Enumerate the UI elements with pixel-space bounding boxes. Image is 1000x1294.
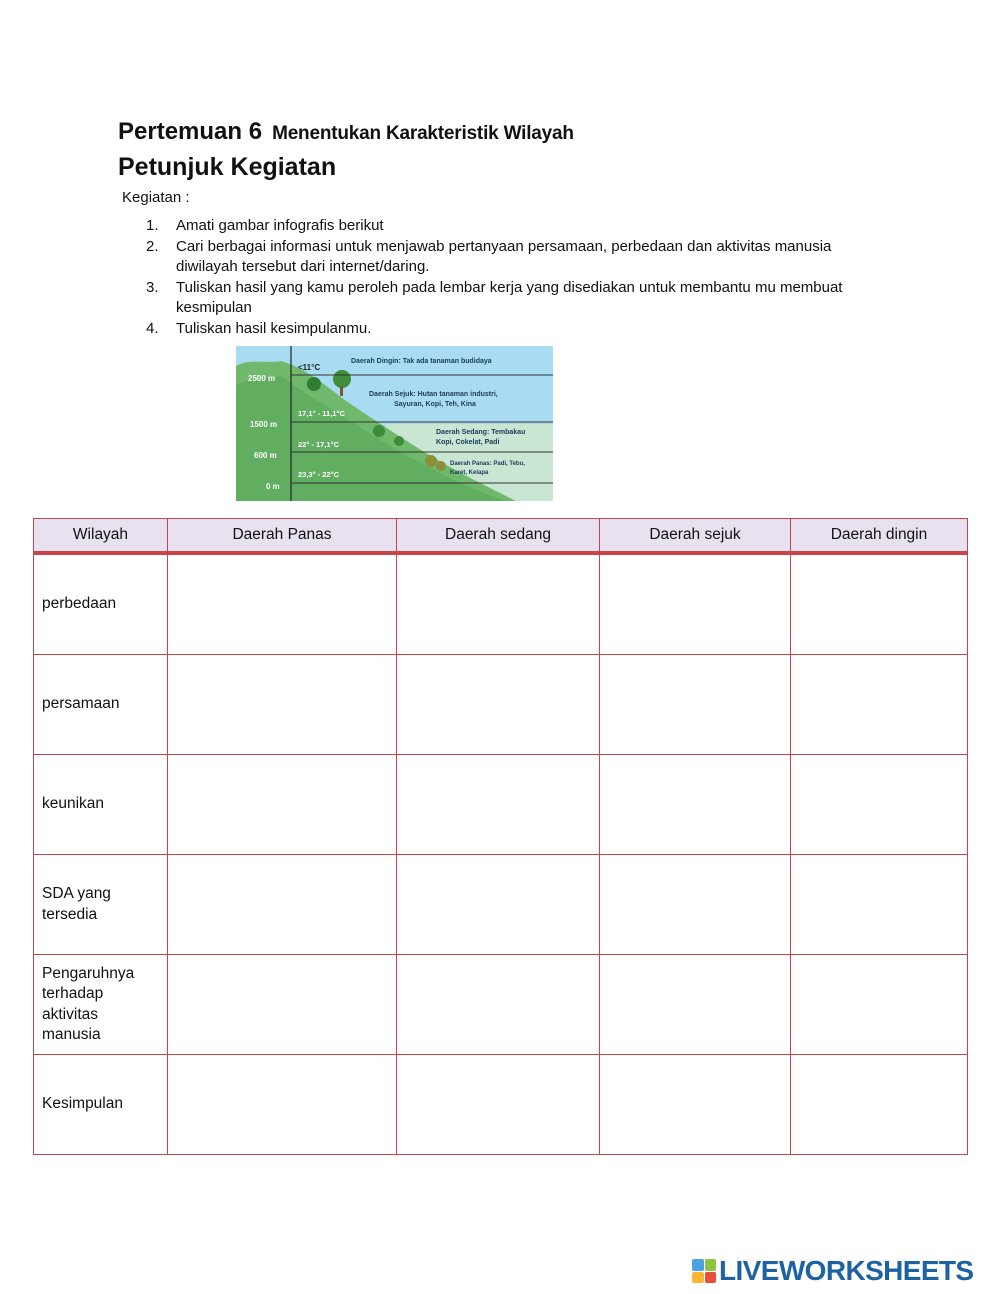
row-label: Kesimpulan [34,1055,168,1155]
step-number: 1. [146,217,159,234]
zone-label-cool: Daerah Sejuk: Hutan tanaman industri, [369,391,498,398]
answer-cell[interactable] [600,855,791,955]
answer-cell[interactable] [168,655,397,755]
step-text: Amati gambar infografis berikut [176,217,384,234]
row-label: perbedaan [34,553,168,655]
zone-label-medium: Daerah Sedang: Tembakau [436,429,526,436]
tree-icon [394,436,404,446]
title-line [118,118,574,146]
tree-icon [333,370,351,388]
step-text: Tuliskan hasil kesimpulanmu. [176,319,372,337]
answer-cell[interactable] [397,955,600,1055]
table-row [34,553,968,655]
step-number: 2. [146,237,159,255]
table-row [34,655,968,755]
answer-cell[interactable] [600,1055,791,1155]
answer-cell[interactable] [791,1055,968,1155]
row-label: persamaan [34,655,168,755]
crop-icon [425,455,437,467]
table-header-row [34,519,968,554]
crop-icon [436,461,446,471]
liveworksheets-logo [692,1255,974,1287]
step-number: 4. [146,319,159,337]
tree-icon [373,425,385,437]
step-number: 3. [146,278,159,296]
instruction-list [146,216,846,339]
instruction-item [146,237,846,278]
answer-cell[interactable] [168,955,397,1055]
temperature-label: 17,1° - 11,1°C [298,409,345,418]
answer-cell[interactable] [168,1055,397,1155]
column-header: Daerah dingin [791,519,968,554]
answer-cell[interactable] [791,855,968,955]
meeting-title: Pertemuan 6 [118,118,263,145]
tree-trunk [340,386,343,396]
activity-label: Kegiatan : [122,189,190,206]
column-header: Daerah sedang [397,519,600,554]
step-text: Tuliskan hasil yang kamu peroleh pada lembar kerja yang disediakan untuk membantu mu membuat kesmipulan [176,278,843,316]
tree-icon [307,377,321,391]
column-header: Wilayah [34,519,168,554]
topic-title: Menentukan Karakteristik Wilayah [272,123,574,144]
zone-label-medium: Kopi, Cokelat, Padi [436,439,500,446]
zone-label-cold: Daerah Dingin: Tak ada tanaman budidaya [351,358,492,365]
logo-text: LIVEWORKSHEETS [719,1255,974,1286]
instruction-item [146,278,846,319]
row-label: SDA yang tersedia [34,855,168,955]
answer-cell[interactable] [600,955,791,1055]
logo-blocks-icon [692,1259,716,1283]
answer-cell[interactable] [397,755,600,855]
table-row [34,755,968,855]
zone-label-hot: Daerah Panas: Padi, Tebu, [450,461,525,467]
altitude-label: 0 m [266,482,280,491]
row-label: Pengaruhnya terhadap aktivitas manusia [34,955,168,1055]
answer-cell[interactable] [791,955,968,1055]
altitude-label: 2500 m [248,374,276,383]
answer-cell[interactable] [397,553,600,655]
column-header: Daerah sejuk [600,519,791,554]
page-heading: Petunjuk Kegiatan [118,153,337,181]
answer-cell[interactable] [600,553,791,655]
answer-cell[interactable] [791,755,968,855]
answer-cell[interactable] [791,553,968,655]
instruction-item [146,319,846,340]
altitude-label: 600 m [254,451,277,460]
altitude-zone-infographic [236,346,553,501]
temperature-label: 22° - 17,1°C [298,440,340,449]
zone-label-hot: Karet, Kelapa [450,470,489,476]
column-header: Daerah Panas [168,519,397,554]
table-row [34,955,968,1055]
step-text: Cari berbagai informasi untuk menjawab pertanyaan persamaan, perbedaan dan aktivitas manusia diwilayah tersebut dari internet/daring. [176,237,832,275]
answer-cell[interactable] [397,655,600,755]
answer-cell[interactable] [397,1055,600,1155]
worksheet-table [33,518,968,1155]
table-row [34,1055,968,1155]
temperature-label: <11°C [298,363,321,372]
answer-cell[interactable] [168,755,397,855]
answer-cell[interactable] [168,855,397,955]
answer-cell[interactable] [168,553,397,655]
altitude-label: 1500 m [250,420,278,429]
temperature-label: 23,3° - 22°C [298,470,340,479]
answer-cell[interactable] [600,655,791,755]
answer-cell[interactable] [397,855,600,955]
table-row [34,855,968,955]
answer-cell[interactable] [791,655,968,755]
row-label: keunikan [34,755,168,855]
instruction-item [146,216,846,237]
answer-cell[interactable] [600,755,791,855]
zone-label-cool: Sayuran, Kopi, Teh, Kina [394,401,476,408]
